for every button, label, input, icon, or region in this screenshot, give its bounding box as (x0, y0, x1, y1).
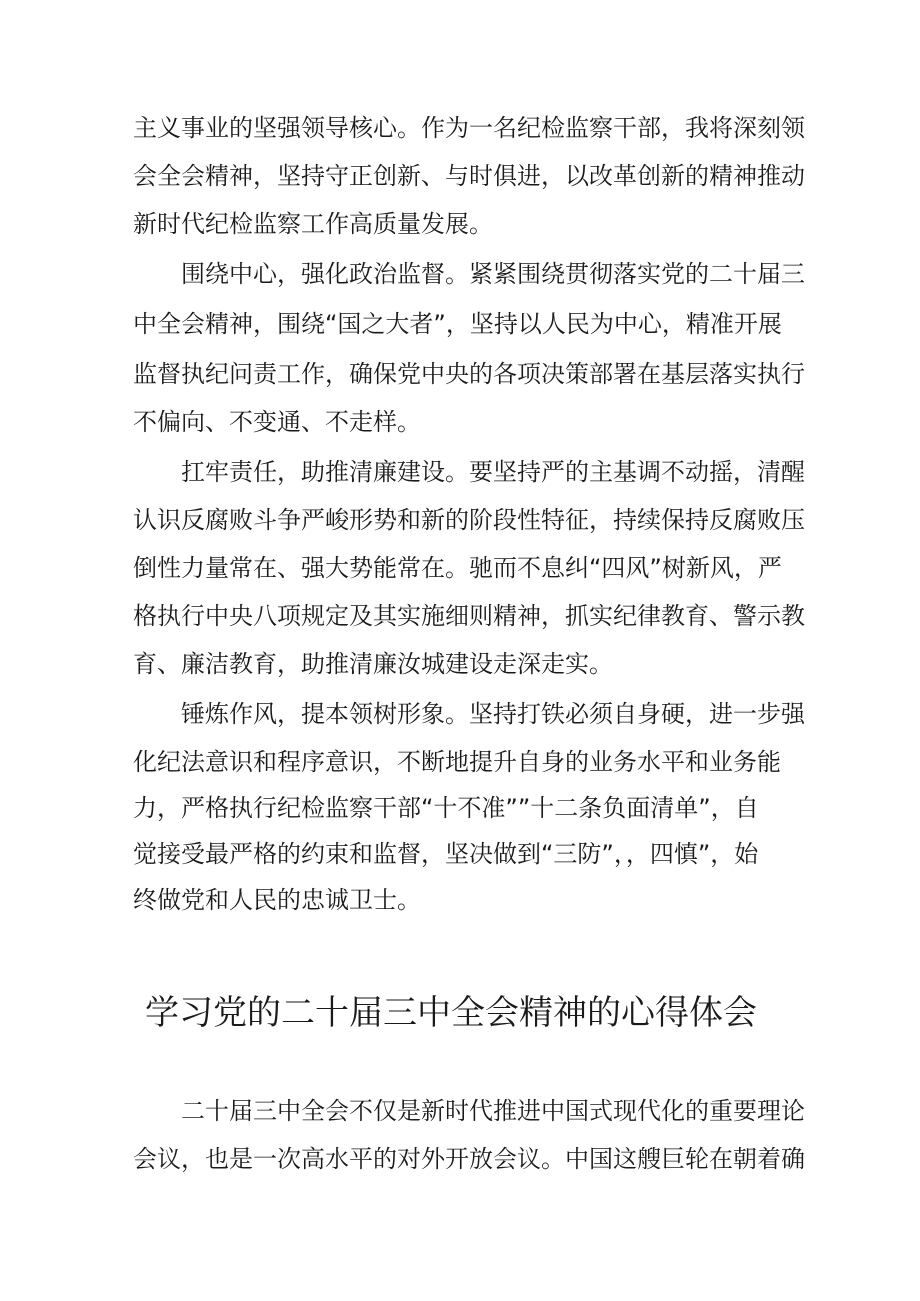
paragraph-3-line-3: 倒性力量常在、强大势能常在。驰而不息纠“四风”树新风，严 (133, 554, 782, 582)
paragraph-4-line-1: 锤炼作风，提本领树形象。坚持打铁必须自身硬，进一步强 (181, 700, 805, 728)
paragraph-4-line-4: 觉接受最严格的约束和监督，坚决做到“三防”，，四慎”，始 (133, 840, 759, 868)
paragraph-3-line-4: 格执行中央八项规定及其实施细则精神，抓实纪律教育、警示教 (133, 602, 805, 630)
paragraph-2-line-1: 围绕中心，强化政治监督。紧紧围绕贯彻落实党的二十届三 (181, 260, 805, 288)
paragraph-4-line-5: 终做党和人民的忠诚卫士。 (133, 886, 421, 914)
paragraph-2-line-2: 中全会精神，围绕“国之大者”，坚持以人民为中心，精准开展 (133, 310, 782, 338)
paragraph-1-line-1: 主义事业的坚强领导核心。作为一名纪检监察干部，我将深刻领 (133, 114, 805, 142)
paragraph-3-line-1: 扛牢责任，助推清廉建设。要坚持严的主基调不动摇，清醒 (181, 458, 805, 486)
paragraph-4-line-2: 化纪法意识和程序意识，不断地提升自身的业务水平和业务能 (133, 748, 781, 776)
paragraph-2-line-4: 不偏向、不变通、不走样。 (133, 408, 421, 436)
paragraph-3-line-2: 认识反腐败斗争严峻形势和新的阶段性特征，持续保持反腐败压 (133, 506, 805, 534)
paragraph-5-line-2: 会议，也是一次高水平的对外开放会议。中国这艘巨轮在朝着确 (133, 1145, 805, 1173)
paragraph-4-line-3: 力，严格执行纪检监察干部“十不准””十二条负面清单”，自 (133, 794, 759, 822)
section-title: 学习党的二十届三中全会精神的心得体会 (145, 993, 757, 1033)
paragraph-3-line-5: 育、廉洁教育，助推清廉汝城建设走深走实。 (133, 650, 613, 678)
paragraph-1-line-3: 新时代纪检监察工作高质量发展。 (133, 210, 493, 238)
paragraph-5-line-1: 二十届三中全会不仅是新时代推进中国式现代化的重要理论 (181, 1097, 805, 1125)
paragraph-1-line-2: 会全会精神，坚持守正创新、与时俱进，以改革创新的精神推动 (133, 162, 805, 190)
paragraph-2-line-3: 监督执纪问责工作，确保党中央的各项决策部署在基层落实执行 (133, 360, 805, 388)
